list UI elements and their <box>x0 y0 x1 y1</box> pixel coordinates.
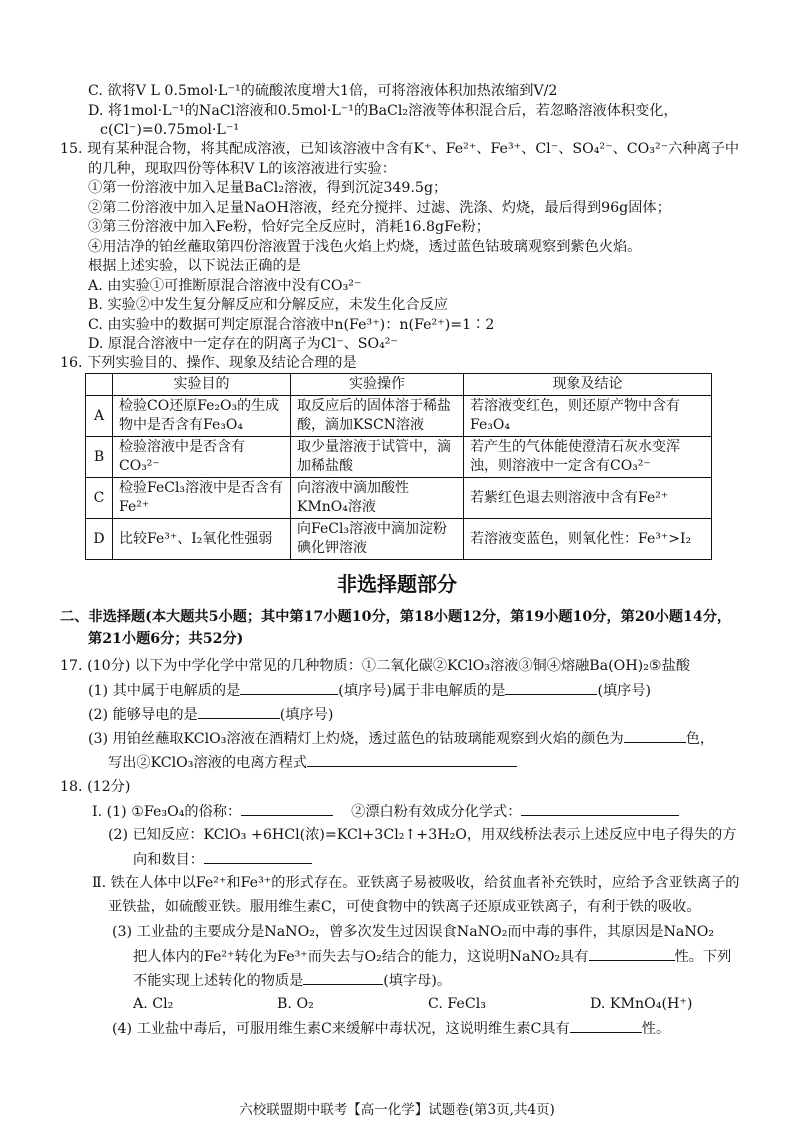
table-row <box>86 519 712 560</box>
q17-part3-text-c: 写出②KClO₃溶液的电离方程式 <box>108 755 307 771</box>
q17-part2-text-a: (2) 能够导电的是 <box>88 707 198 723</box>
table-row <box>86 478 712 519</box>
q17-part1 <box>88 680 651 701</box>
part2-header-line1: 二、非选择题(本大题共5小题；其中第17小题10分，第18小题12分，第19小题10分，第20小题14分， <box>60 609 732 625</box>
row-purpose: 检验溶液中是否含有CO₃²⁻ <box>113 437 291 478</box>
row-operation: 向溶液中滴加酸性KMnO₄溶液 <box>291 478 464 519</box>
row-label: D <box>86 519 113 560</box>
q18-p4-text-a: (4) 工业盐中毒后，可服用维生素C来缓解中毒状况，这说明维生素C具有 <box>112 1021 570 1037</box>
q17-part1-text-c: (填序号) <box>597 683 652 699</box>
row-purpose: 检验CO还原Fe₂O₃的生成物中是否含有Fe₃O₄ <box>113 396 291 437</box>
row-result: 若溶液变蓝色，则氧化性：Fe³⁺>I₂ <box>464 519 712 560</box>
q15-step2: ②第二份溶液中加入足量NaOH溶液，经充分搅拌、过滤、洗涤、灼烧，最后得到96g固体； <box>88 200 671 216</box>
q14-option-c: C. 欲将V L 0.5mol·L⁻¹的硫酸浓度增大1倍，可将溶液体积加热浓缩到V/2 <box>88 83 558 99</box>
answer-blank[interactable] <box>570 1018 642 1033</box>
q17-part2-text-b: (填序号) <box>279 707 334 723</box>
q18-i1-text-a: Ⅰ. (1) ①Fe₃O₄的俗称： <box>92 804 242 820</box>
q18-i-part1 <box>92 801 679 822</box>
q18-part3-line2 <box>133 946 731 967</box>
table-row <box>86 396 712 437</box>
q15-option-b: B. 实验②中发生复分解反应和分解反应，未发生化合反应 <box>88 297 448 313</box>
q17-part1-text-a: (1) 其中属于电解质的是 <box>88 683 241 699</box>
q15-step3: ③第三份溶液中加入Fe粉，恰好完全反应时，消耗16.8gFe粉； <box>88 219 490 235</box>
row-label: C <box>86 478 113 519</box>
row-operation: 向FeCl₃溶液中滴加淀粉碘化钾溶液 <box>291 519 464 560</box>
row-purpose: 检验FeCl₃溶液中是否含有Fe²⁺ <box>113 478 291 519</box>
q18-part3-line1: (3) 工业盐的主要成分是NaNO₂，曾多次发生过因误食NaNO₂而中毒的事件，其原因是NaNO₂ <box>112 924 715 940</box>
q18-i-part2-line1: (2) 已知反应：KClO₃ +6HCl(浓)=KCl+3Cl₂↑+3H₂O，用双线桥法表示上述反应中电子得失的方 <box>108 827 737 843</box>
row-operation: 取反应后的固体溶于稀盐酸，滴加KSCN溶液 <box>291 396 464 437</box>
row-result: 若紫红色退去则溶液中含有Fe²⁺ <box>464 478 712 519</box>
q15-stem-line2: 的几种，现取四份等体积V L的该溶液进行实验： <box>88 161 396 177</box>
answer-blank[interactable] <box>303 970 383 985</box>
q18-part3-line3 <box>133 970 451 991</box>
q18-p3-text-c: 不能实现上述转化的物质是 <box>133 973 304 989</box>
q18-i1-text-b: ②漂白粉有效成分化学式： <box>351 804 522 820</box>
q16-stem: 16. 下列实验目的、操作、现象及结论合理的是 <box>60 355 357 371</box>
q17-part2 <box>88 704 333 725</box>
row-purpose: 比较Fe³⁺、I₂氧化性强弱 <box>113 519 291 560</box>
q18-option-d: D. KMnO₄(H⁺) <box>590 996 693 1012</box>
answer-blank[interactable] <box>589 946 675 961</box>
q18-option-c: C. FeCl₃ <box>428 996 486 1012</box>
q17-part3-line2 <box>108 752 517 773</box>
q18-ii-line2: 亚铁盐，如硫酸亚铁。服用维生素C，可使食物中的铁离子还原成亚铁离子，有利于铁的吸收。 <box>108 899 701 915</box>
q18-i-part2-line2 <box>133 849 312 870</box>
row-result: 若产生的气体能使澄清石灰水变浑浊，则溶液中一定含有CO₃²⁻ <box>464 437 712 478</box>
q15-option-a: A. 由实验①可推断原混合溶液中没有CO₃²⁻ <box>88 278 362 294</box>
row-label: A <box>86 396 113 437</box>
answer-blank[interactable] <box>240 680 338 695</box>
q15-option-c: C. 由实验中的数据可判定原混合溶液中n(Fe³⁺)：n(Fe²⁺)=1∶2 <box>88 317 495 333</box>
table-header-result: 现象及结论 <box>464 374 712 396</box>
q16-table <box>85 373 712 560</box>
q18-ii-line1: Ⅱ. 铁在人体中以Fe²⁺和Fe³⁺的形式存在。亚铁离子易被吸收，给贫血者补充铁时，应给予含亚铁离子的 <box>92 875 740 891</box>
q18-option-b: B. O₂ <box>277 996 314 1012</box>
q17-stem: 17. (10分) 以下为中学化学中常见的几种物质：①二氧化碳②KClO₃溶液③铜④熔融Ba(OH)₂⑤盐酸 <box>60 658 691 674</box>
answer-blank[interactable] <box>198 704 280 719</box>
q15-step1: ①第一份溶液中加入足量BaCl₂溶液，得到沉淀349.5g； <box>88 180 448 196</box>
q18-p3-text-d: (填字母)。 <box>383 973 452 989</box>
q14-option-d-line1: D. 将1mol·L⁻¹的NaCl溶液和0.5mol·L⁻¹的BaCl₂溶液等体积混合后，若忽略溶液体积变化， <box>88 103 678 119</box>
table-header-row <box>86 374 712 396</box>
q15-ask: 根据上述实验，以下说法正确的是 <box>88 258 301 274</box>
answer-blank[interactable] <box>521 801 679 816</box>
answer-blank[interactable] <box>624 728 686 743</box>
table-row <box>86 437 712 478</box>
q17-part3-line1 <box>88 728 714 749</box>
section-title: 非选择题部分 <box>337 572 457 596</box>
table-header-purpose: 实验目的 <box>113 374 291 396</box>
q17-part3-text-b: 色， <box>685 731 715 747</box>
answer-blank[interactable] <box>307 752 517 767</box>
q18-option-a: A. Cl₂ <box>133 996 174 1012</box>
q18-p3-text-b: 性。下列 <box>674 949 732 965</box>
q15-option-d: D. 原混合溶液中一定存在的阴离子为Cl⁻、SO₄²⁻ <box>88 336 398 352</box>
table-header-blank <box>86 374 113 396</box>
q15-step4: ④用洁净的铂丝蘸取第四份溶液置于浅色火焰上灼烧，透过蓝色钴玻璃观察到紫色火焰。 <box>88 239 642 255</box>
page-footer: 六校联盟期中联考【高一化学】试题卷(第3页,共4页) <box>239 1102 555 1118</box>
q18-p3-text-a: 把人体内的Fe²⁺转化为Fe³⁺而失去与O₂结合的能力，这说明NaNO₂具有 <box>133 949 589 965</box>
answer-blank[interactable] <box>204 849 312 864</box>
q15-stem-line1: 15. 现有某种混合物，将其配成溶液，已知该溶液中含有K⁺、Fe²⁺、Fe³⁺、Cl⁻、SO₄²⁻、CO₃²⁻六种离子中 <box>60 141 740 157</box>
answer-blank[interactable] <box>505 680 597 695</box>
q17-part3-text-a: (3) 用铂丝蘸取KClO₃溶液在酒精灯上灼烧，透过蓝色的钴玻璃能观察到火焰的颜色为 <box>88 731 624 747</box>
row-result: 若溶液变红色，则还原产物中含有Fe₃O₄ <box>464 396 712 437</box>
q18-i2-text-b: 向和数目： <box>133 852 204 868</box>
row-label: B <box>86 437 113 478</box>
q18-stem: 18. (12分) <box>60 779 131 795</box>
table-header-operation: 实验操作 <box>291 374 464 396</box>
q14-option-d-line2: c(Cl⁻)=0.75mol·L⁻¹ <box>100 122 240 138</box>
part2-header-line2: 第21小题6分；共52分) <box>88 631 244 647</box>
q17-part1-text-b: (填序号)属于非电解质的是 <box>338 683 506 699</box>
q18-p4-text-b: 性。 <box>641 1021 671 1037</box>
row-operation: 取少量溶液于试管中，滴加稀盐酸 <box>291 437 464 478</box>
q18-part4 <box>112 1018 670 1039</box>
answer-blank[interactable] <box>241 801 333 816</box>
